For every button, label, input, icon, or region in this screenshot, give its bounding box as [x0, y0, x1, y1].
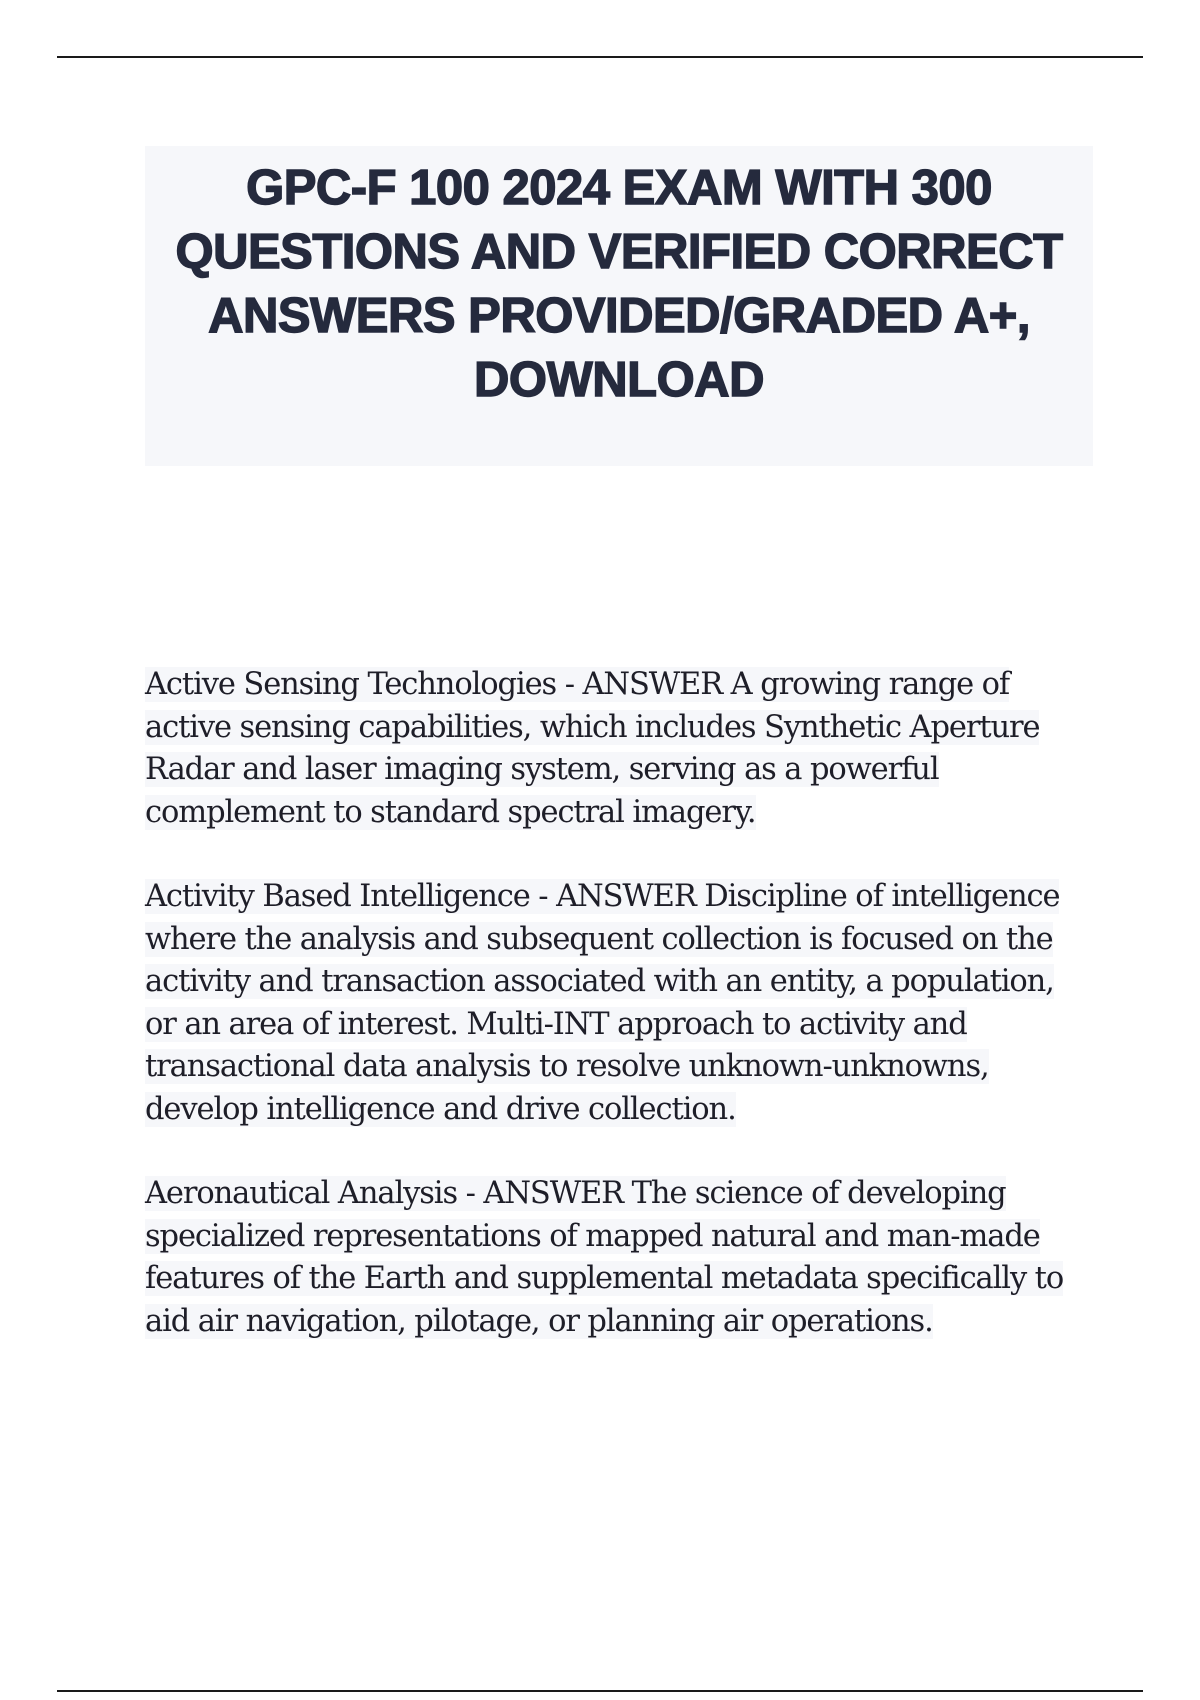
qa-entry-text: Aeronautical Analysis - ANSWER The science of developing specialized representations of mapped natural and man-made features of the Earth and supplemental metadata specifically to aid air navigation, pilotage, or planning air operations.	[145, 1176, 1064, 1339]
qa-entry-active-sensing	[145, 664, 1085, 834]
qa-entry-text: Activity Based Intelligence - ANSWER Discipline of intelligence where the analysis and subsequent collection is focused on the activity and transaction associated with an entity, a population, or an area of interest. Multi-INT approach to activity and transactional data analysis to resolve unknown-unknowns, develop intelligence and drive collection.	[145, 879, 1060, 1127]
qa-entries	[145, 664, 1085, 1385]
title-banner	[145, 146, 1093, 466]
qa-entry-activity-based-intelligence	[145, 876, 1085, 1131]
header-divider	[57, 56, 1143, 58]
qa-entry-text: Active Sensing Technologies - ANSWER A growing range of active sensing capabilities, which includes Synthetic Aperture Radar and laser imaging system, serving as a powerful complement to standard spectral imagery.	[145, 667, 1040, 830]
qa-entry-aeronautical-analysis	[145, 1173, 1085, 1343]
footer-divider	[57, 1690, 1143, 1692]
document-title: GPC-F 100 2024 EXAM WITH 300 QUESTIONS AND VERIFIED CORRECT ANSWERS PROVIDED/GRADED A+, DOWNLOAD	[175, 161, 1063, 407]
